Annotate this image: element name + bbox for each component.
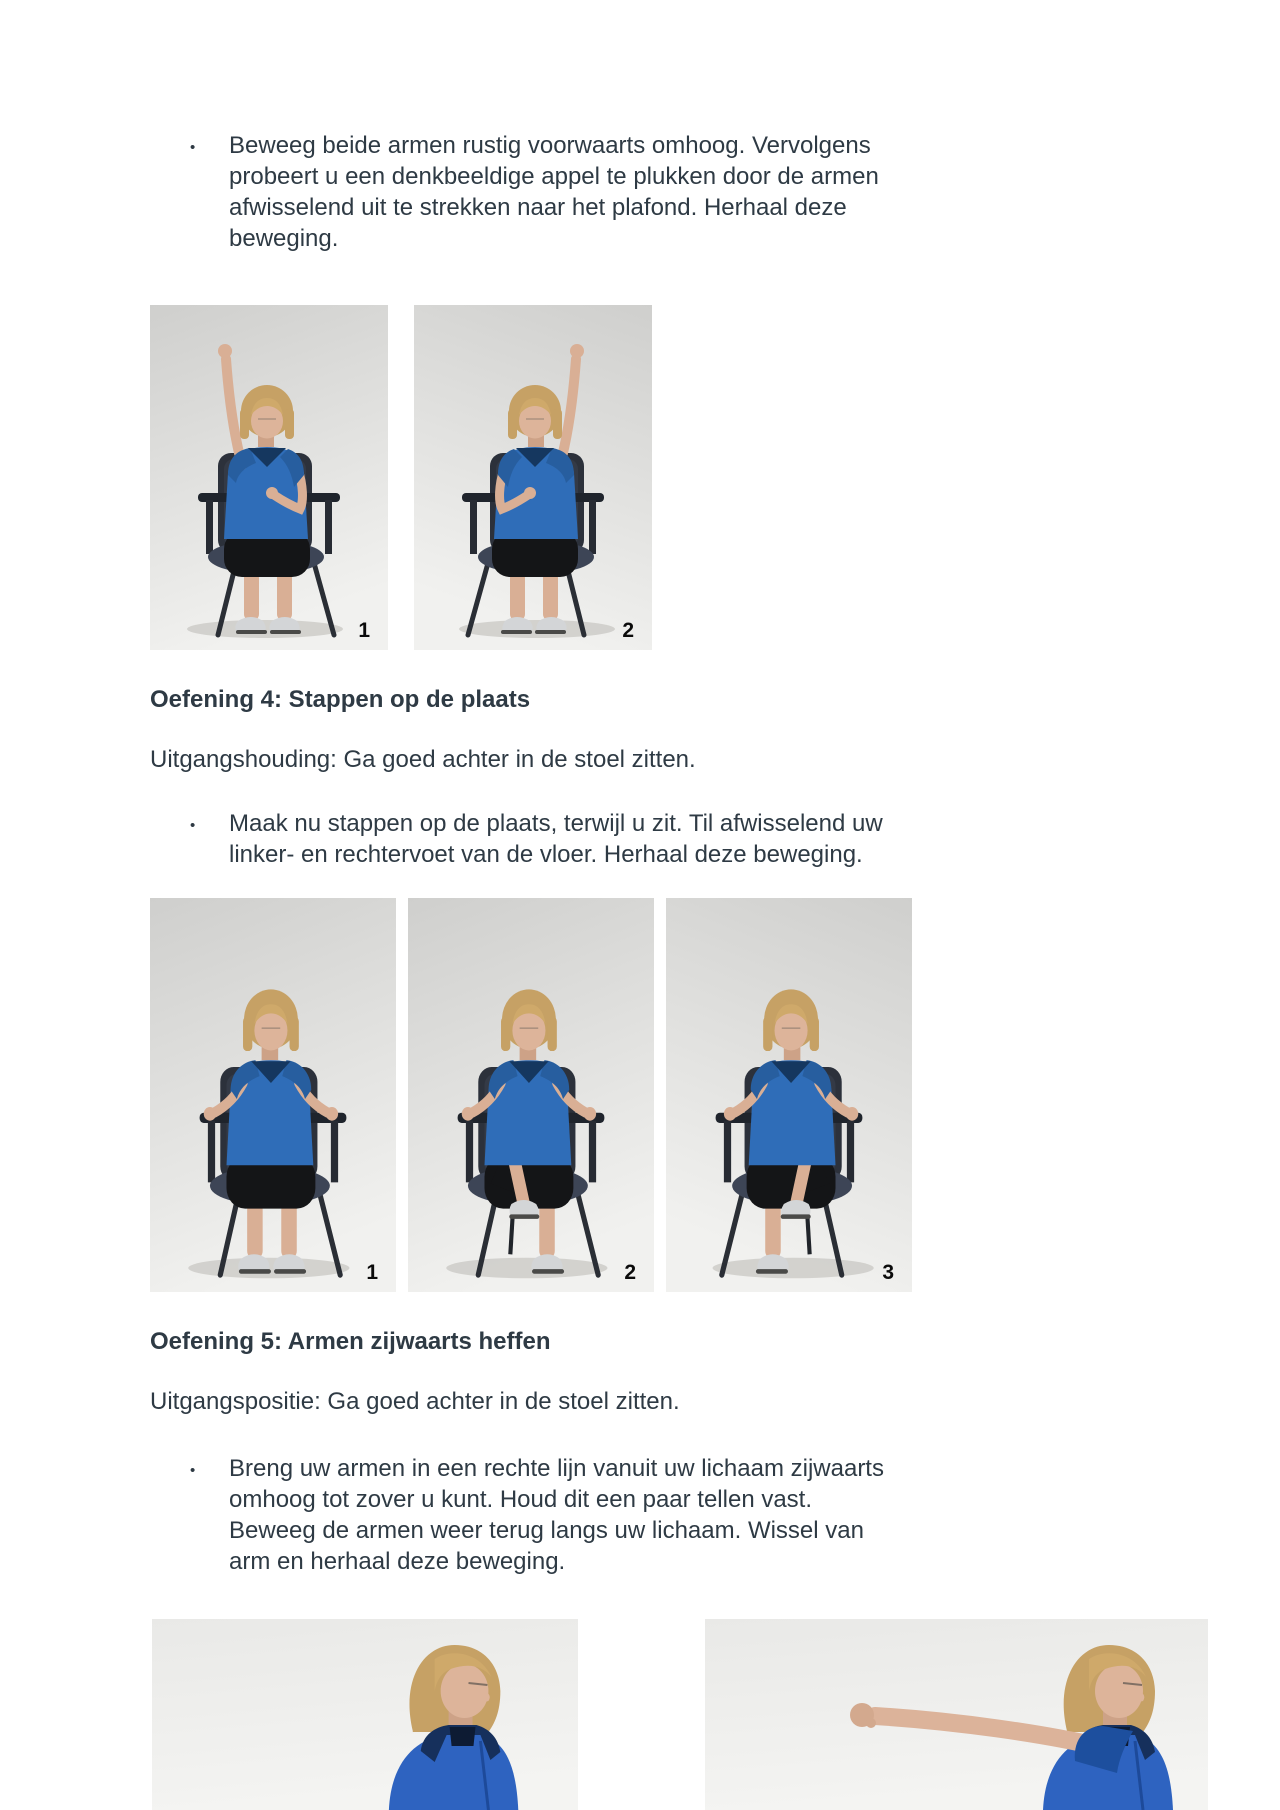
exercise4-start-position — [150, 744, 696, 775]
photo-woman-profile-arms-down — [152, 1619, 578, 1810]
seated-neutral-figure — [150, 898, 396, 1292]
exercise3-photo-1 — [150, 305, 388, 650]
paragraph-line: arm en herhaal deze beweging. — [229, 1548, 566, 1575]
exercise4-photo-2 — [408, 898, 654, 1292]
figure-number: 2 — [622, 619, 634, 642]
figure-number: 1 — [358, 619, 370, 642]
exercise5-heading: Oefening 5: Armen zijwaarts heffen — [150, 1328, 551, 1355]
paragraph-line: beweging. — [229, 225, 339, 252]
paragraph-line: linker- en rechtervoet van de vloer. Herhaal deze beweging. — [229, 841, 863, 868]
paragraph-line: Beweeg de armen weer terug langs uw lichaam. Wissel van — [229, 1517, 864, 1544]
paragraph-line: Beweeg beide armen rustig voorwaarts omhoog. Vervolgens — [229, 132, 871, 159]
paragraph-line: Uitgangshouding: Ga goed achter in de stoel zitten. — [150, 746, 696, 773]
exercise5-bullet-paragraph — [229, 1453, 884, 1577]
bullet-dot: • — [190, 139, 196, 156]
photo-woman-left-knee-lifted — [408, 898, 654, 1292]
paragraph-line: Uitgangspositie: Ga goed achter in de stoel zitten. — [150, 1388, 680, 1415]
exercise5-photo-1 — [152, 1619, 578, 1810]
exercise5-photo-2 — [705, 1619, 1208, 1810]
paragraph-line: Maak nu stappen op de plaats, terwijl u zit. Til afwisselend uw — [229, 810, 883, 837]
photo-woman-right-arm-raised — [414, 305, 652, 650]
paragraph-line: Breng uw armen in een rechte lijn vanuit uw lichaam zijwaarts — [229, 1455, 884, 1482]
seated-knee-lift-figure — [408, 898, 654, 1292]
exercise4-bullet-paragraph — [229, 808, 883, 870]
photo-woman-seated-neutral — [150, 898, 396, 1292]
exercise4-photo-3 — [666, 898, 912, 1292]
exercise4-heading: Oefening 4: Stappen op de plaats — [150, 686, 531, 713]
exercise4-photo-1 — [150, 898, 396, 1292]
figure-number: 2 — [624, 1261, 636, 1284]
bullet-dot: • — [190, 817, 196, 834]
paragraph-line: probeert u een denkbeeldige appel te plukken door de armen — [229, 163, 879, 190]
photo-woman-right-knee-lifted — [666, 898, 912, 1292]
intro-bullet-paragraph — [229, 130, 879, 254]
exercise5-start-position — [150, 1386, 680, 1417]
paragraph-line: omhoog tot zover u kunt. Houd dit een paar tellen vast. — [229, 1486, 813, 1513]
photo-woman-left-arm-raised — [150, 305, 388, 650]
photo-woman-profile-arm-extended — [705, 1619, 1208, 1810]
exercise3-photo-2 — [414, 305, 652, 650]
figure-number: 3 — [882, 1261, 894, 1284]
figure-number: 1 — [366, 1261, 378, 1284]
paragraph-line: afwisselend uit te strekken naar het plafond. Herhaal deze — [229, 194, 847, 221]
seated-arm-raise-figure — [150, 305, 388, 650]
bullet-dot: • — [190, 1462, 196, 1479]
